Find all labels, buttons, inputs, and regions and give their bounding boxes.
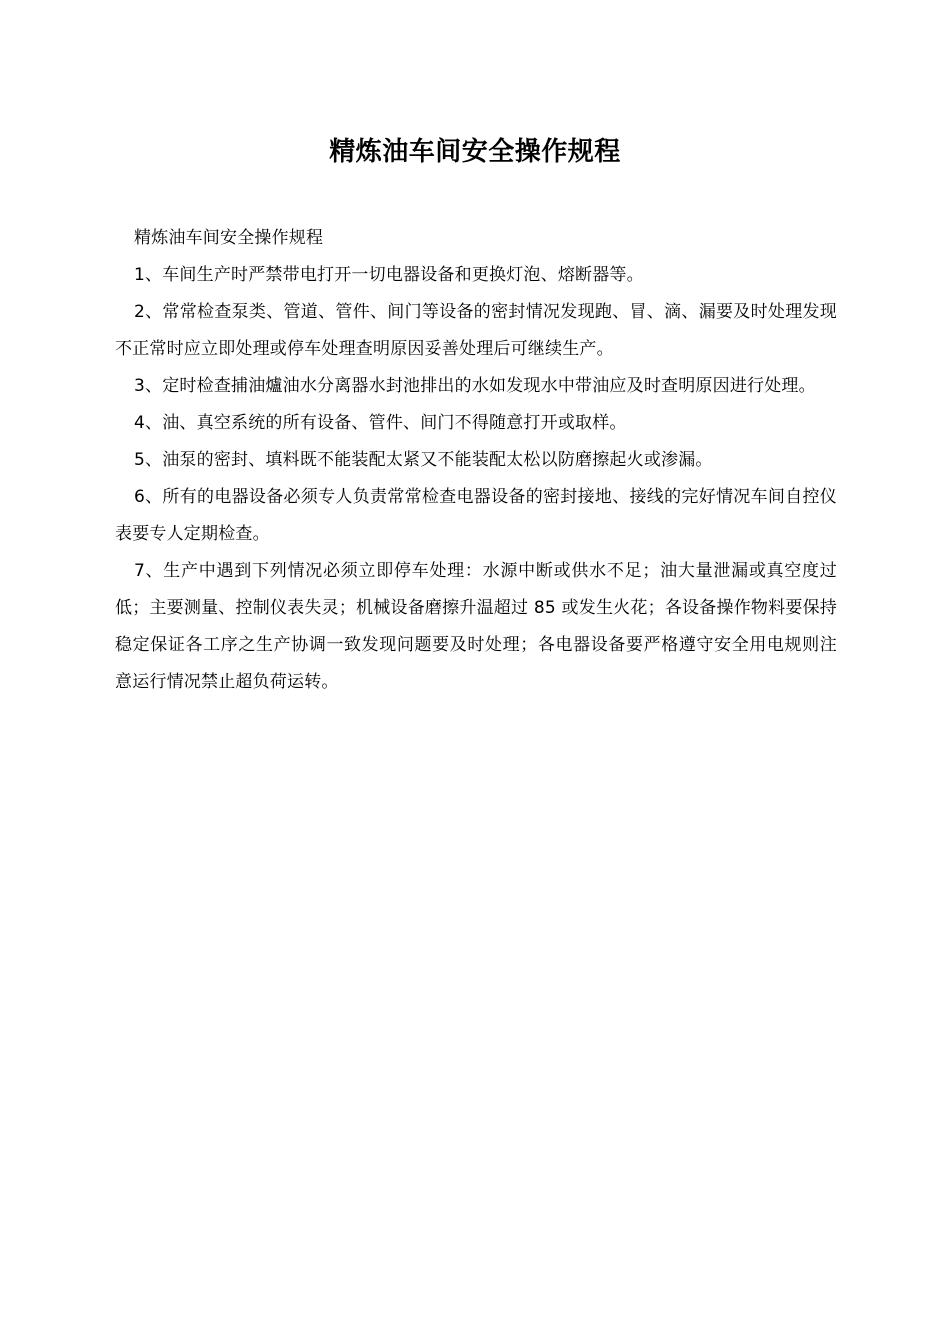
rule-5: 5、油泵的密封、填料既不能装配太紧又不能装配太松以防磨擦起火或渗漏。: [134, 450, 713, 470]
rule-1: 1、车间生产时严禁带电打开一切电器设备和更换灯泡、熔断器等。: [134, 265, 644, 285]
rule-6: 6、所有的电器设备必须专人负责常常检查电器设备的密封接地、接线的完好情况车间自控仪表要专人定期检查。: [115, 487, 837, 544]
rule-4: 4、油、真空系统的所有设备、管件、间门不得随意打开或取样。: [134, 413, 627, 433]
document-title: 精炼油车间安全操作规程: [329, 137, 621, 167]
document-body: [115, 220, 837, 701]
rule-7: 7、生产中遇到下列情况必须立即停车处理：水源中断或供水不足；油大量泄漏或真空度过低；主要测量、控制仪表失灵；机械设备磨擦升温超过 85 或发生火花；各设备操作物料要保持稳定保证各工序之生产协调一致发现问题要及时处理；各电器设备要严格遵守安全用电规则注意运行情况禁止超负荷运转。: [115, 561, 837, 692]
rule-3: 3、定时检查捕油爐油水分离器水封池排出的水如发现水中带油应及时查明原因进行处理。: [134, 376, 816, 396]
rule-2: 2、常常检查泵类、管道、管件、间门等设备的密封情况发现跑、冒、滴、漏要及时处理发现不正常时应立即处理或停车处理查明原因妥善处理后可继续生产。: [115, 302, 837, 359]
document-subtitle: 精炼油车间安全操作规程: [134, 228, 324, 248]
